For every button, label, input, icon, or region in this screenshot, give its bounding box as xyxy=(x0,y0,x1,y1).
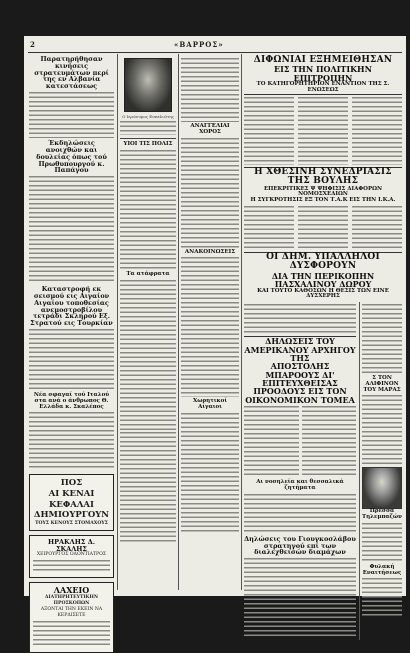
article-body xyxy=(244,206,294,250)
advert-line: ΠΟΣ xyxy=(60,478,83,489)
photo-caption: Ο Ιερώνυμος Εσπελιώτης xyxy=(122,114,174,119)
banner-headline-4c: ΠΡΟΟΔΟΥΣ ΕΙΣ ΤΟΝ ΟΙΚΟΝΟΜΙΚΟΝ ΤΟΜΕΑ xyxy=(245,386,355,405)
left-headline-3: Καταστροφή εκ σεισμού εις Αιγαίον Αιγαίου τοποθεσίας ανεμοστροβίλου τετράδι Σκληρού Εξ. Στρατού εις Τουρκίαν xyxy=(30,285,113,328)
banner-headline-4: ΔΗΛΩΣΕΙΣ ΤΟΥ ΑΜΕΡΙΚΑΝΟΥ ΑΡΧΗΓΟΥ ΤΗΣ xyxy=(244,336,356,363)
column-divider xyxy=(117,54,118,590)
right-headline-5: Αι νοσηλεία και θεσσαλικά ζητήματα xyxy=(256,479,344,491)
banner-headline-2c: Η ΣΥΓΚΡΟΤΗΣΙΣ ΕΞ ΤΟΝ Τ.Α.Κ ΕΙΣ ΤΗΝ Ι.Κ.Α. xyxy=(250,197,396,204)
article-body xyxy=(298,97,348,165)
newspaper-page xyxy=(24,36,406,618)
article-body xyxy=(302,406,357,478)
article-body xyxy=(244,97,294,165)
article-body xyxy=(298,206,348,250)
banner-headline-2: Η ΧΘΕΣΙΝΗ ΣΥΝΕΔΡΙΑΣΙΣ ΤΗΣ ΒΟΥΛΗΣ xyxy=(244,167,402,187)
article-body xyxy=(244,304,356,334)
middle-column xyxy=(181,56,239,590)
masthead xyxy=(24,40,406,52)
advert-subtitle: ΔΙΑΤΗΡΗΤΕΥΤΙΚΗΝ ΠΡΟΣΚΟΠΩΝ xyxy=(44,594,99,606)
article-body xyxy=(244,406,299,478)
article-body xyxy=(244,494,356,534)
side-photo xyxy=(362,467,402,509)
article-body xyxy=(29,176,114,284)
article-body xyxy=(120,432,176,542)
mid-headline-3: ΑΝΑΚΟΙΝΩΣΕΙΣ xyxy=(184,248,236,255)
article-body xyxy=(352,206,402,250)
article-body xyxy=(29,329,114,391)
photo-column xyxy=(120,56,176,590)
mid-headline-4: Τα ατάφρατα xyxy=(126,270,170,277)
article-body xyxy=(29,92,114,138)
article-body xyxy=(362,578,402,618)
advert-body xyxy=(33,621,110,647)
side-headline-2: Πρέσσα Τηλεμπαζών xyxy=(362,508,402,521)
advert-title: ΗΡΑΚΛΗΣ Δ. ΣΚΑΛΗΣ xyxy=(47,537,96,553)
portrait-photo xyxy=(124,58,172,112)
side-headline-3: Φυλακή Εναιτήσεως xyxy=(362,563,402,576)
article-body xyxy=(181,257,239,397)
advert-body xyxy=(33,560,110,572)
page-number: 2 xyxy=(30,40,35,49)
advert-line: ΤΟΥΣ ΚΕΝΟΥΣ ΣΤΟΜΑΧΟΥΣ xyxy=(35,520,108,526)
advert-line: ΔΗΜΙΟΥΡΓΟΥΝ xyxy=(33,510,110,521)
caption-body xyxy=(120,121,176,135)
advert-skalis xyxy=(29,535,114,579)
masthead-rule xyxy=(28,52,402,53)
mid-headline-2: ΑΝΑΓΓΕΛΙΑΙ ΧΟΡΟΣ xyxy=(190,123,230,135)
advert-extra: ΑΞΟΝΤΑΙ ΤΗΝ ΕΚΕΙΝ ΝΑ ΚΕΡΔΙΣΕΤΕ xyxy=(40,606,103,618)
article-body xyxy=(181,58,239,122)
left-headline-2: Έκδηλώσεις ανοιχθών και δουλείας όπως τού Πρωθυπουργού κ. Παπάγου xyxy=(36,139,107,175)
banner-headline-3: ΟΙ ΔΗΜ. ΥΠΑΛΛΗΛΟΙ ΔΥΣΦΟΡΟΥΝ xyxy=(244,252,402,272)
advert-subtitle: ΧΕΙΡΟΥΡΓΟΣ ΟΔΟΝΤΙΑΤΡΟΣ xyxy=(36,552,107,558)
article-body xyxy=(244,558,356,638)
right-section xyxy=(244,56,402,590)
article-body xyxy=(352,97,402,165)
article-body xyxy=(120,280,176,430)
left-headline-1: Παρατηρήθησαν κινήσεις στρατευμάτων περί της εν Αλβανία κατεστάσεως xyxy=(34,55,109,91)
article-body xyxy=(181,138,239,248)
banner-headline-3c: ΚΑΙ ΤΟΥΤΟ ΚΑΘΟΣΩΝ Η ΘΕΣΙΣ ΤΩΝ ΕΙΝΕ ΔΥΣΧΕΡΗΣ xyxy=(257,287,389,300)
advert-line: ΑΙ ΚΕΝΑΙ ΚΕΦΑΛΑΙ xyxy=(48,488,95,510)
banner-headline-3b: ΔΙΑ ΤΗΝ ΠΕΡΙΚΟΠΗΝ ΠΑΣΧΑΛΙΝΟΥ ΔΩΡΟΥ xyxy=(271,270,375,290)
column-divider xyxy=(241,54,242,590)
banner-headline-1b: ΕΙΣ ΤΗΝ ΠΟΛΙΤΙΚΗΝ ΕΠΙΤΡΟΠΗΝ xyxy=(274,64,372,83)
banner-headline-2b: ΕΠΕΚΡΙΤΙΚΕΣ Ψ ΨΗΦΙΣΙΣ ΔΙΑΦΟΡΩΝ ΝΟΜΟΣΧΕΔΙΩΝ xyxy=(263,185,383,198)
paper-name: «ΒΑΡΡΟΣ» xyxy=(174,40,224,49)
right-headline-6: Δηλώσεις του Γιουγκοσλάβου στρατηγού επί των διαλεχθεισών διαμάχων xyxy=(244,534,356,557)
advert-kefalai xyxy=(29,474,114,530)
article-body xyxy=(362,304,402,374)
left-column xyxy=(29,55,114,618)
banner-headline-4b: ΑΠΟΣΤΟΛΗΣ ΜΠΑΡΟΟΥΣ ΔΙ' ΕΠΙΤΕΥΧΘΕΙΣΑΣ xyxy=(262,361,338,389)
article-body xyxy=(181,413,239,533)
left-headline-4: Νέα σφαγαί τού Ιταλού στα ανά ο άνθρωπος Θ. Ελλάδα κ. Σκαλέπος xyxy=(33,392,110,410)
advert-title: ΛΑΧΕΙΟ xyxy=(53,585,90,596)
side-headline: Σ ΤΟΝ ΑΛΙΦΙΝΟΝ ΤΟΥ ΜΑΡΑΣ xyxy=(363,375,401,393)
mid-headline-5: Χωρητικοί Αίγαιοι xyxy=(193,398,227,411)
advert-lottery xyxy=(29,582,114,652)
article-body xyxy=(362,523,402,563)
article-body xyxy=(29,412,114,470)
divider xyxy=(120,138,176,139)
banner-headline-1: ΔΙΦΩΝΙΑΙ ΕΞΗΜΕΙΘΗΣΑΝ xyxy=(253,55,393,65)
article-body xyxy=(120,150,176,270)
mid-headline-1: ΥΙΟΙ ΤΙΣ ΠΟΛΙΣ xyxy=(123,141,173,147)
column-divider xyxy=(178,54,179,590)
article-body xyxy=(362,395,402,465)
banner-headline-1c: ΤΟ ΚΑΤΗΓΟΡΗΤΗΡΙΟΝ ΕΝΑΝΤΙΟΝ ΤΗΣ Σ. ΕΝΩΣΕΩΣ xyxy=(244,82,402,95)
